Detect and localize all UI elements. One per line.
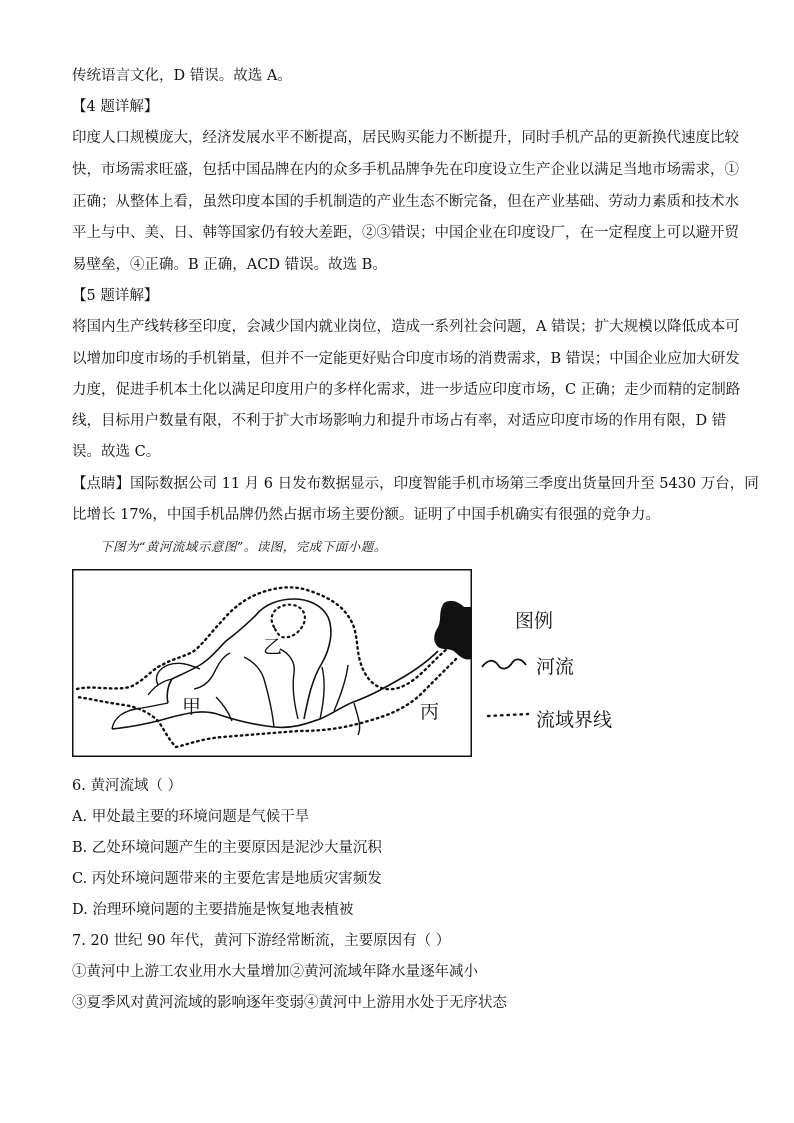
tributary — [280, 649, 298, 719]
section-heading-q5: 【5 题详解】 — [72, 288, 159, 304]
text-line: 平上与中、美、日、韩等国家仍有较大差距，②③错误；中国企业在印度设厂，在一定程度上可以避开贸 — [72, 225, 739, 241]
tributary — [334, 665, 348, 711]
tributary — [244, 657, 274, 727]
sea-area — [434, 601, 471, 660]
question-7-stem: 7. 20 世纪 90 年代，黄河下游经常断流，主要原因有（ ） — [72, 933, 451, 949]
tributary — [194, 653, 230, 689]
main-river — [112, 651, 438, 729]
map-label-bing: 丙 — [420, 701, 440, 723]
map-intro: 下图为“黄河流域示意图”。读图，完成下面小题。 — [100, 539, 387, 554]
statement-line: ①黄河中上游工农业用水大量增加②黄河流域年降水量逐年减小 — [72, 964, 478, 980]
text-line: 力度，促进手机本土化以满足印度用户的多样化需求，进一步适应印度市场，C 正确；走少而精的定制路 — [72, 382, 741, 398]
text-line: 线，目标用户数量有限，不利于扩大市场影响力和提升市场占有率，对适应印度市场的作用有限，D 错 — [72, 413, 727, 429]
river-legend-icon — [480, 651, 528, 675]
text-line: 快，市场需求旺盛，包括中国品牌在内的众多手机品牌争先在印度设立生产企业以满足当地市场需求，① — [72, 162, 739, 178]
option-a: A. 甲处最主要的环境问题是气候干旱 — [72, 809, 310, 825]
text-line: 【点睛】国际数据公司 11 月 6 日发布数据显示，印度智能手机市场第三季度出货量回升至 5430 万台，同 — [72, 476, 759, 492]
map-figure — [72, 569, 472, 757]
text-line: 误。故选 C。 — [72, 444, 161, 460]
yellow-river-map — [72, 569, 472, 757]
text-line: 比增长 17%，中国手机品牌仍然占据市场主要份额。证明了中国手机确实有很强的竞争力。 — [72, 507, 660, 523]
legend-title: 图例 — [515, 610, 554, 632]
section-heading-q4: 【4 题详解】 — [72, 99, 159, 115]
boundary-legend-icon — [486, 708, 530, 722]
statement-line: ③夏季风对黄河流域的影响逐年变弱④黄河中上游用水处于无序状态 — [72, 995, 507, 1011]
question-6-stem: 6. 黄河流域（ ） — [72, 778, 183, 794]
option-c: C. 丙处环境问题带来的主要危害是地质灾害频发 — [72, 871, 382, 887]
map-frame — [73, 570, 472, 757]
basin-boundary — [77, 587, 456, 747]
text-line: 正确；从整体上看，虽然印度本国的手机制造的产业生态不断完备，但在产业基础、劳动力素质和技术水 — [72, 194, 739, 210]
tributary — [320, 667, 324, 719]
map-label-jia: 甲 — [182, 696, 202, 718]
text-line: 以增加印度市场的手机销量，但并不一定能更好贴合印度市场的消费需求，B 错误；中国企业应加大研发 — [72, 351, 740, 367]
map-label-yi: 乙 — [263, 636, 283, 658]
legend-boundary-label: 流域界线 — [536, 709, 613, 731]
text-line: 将国内生产线转移至印度，会减少国内就业岗位，造成一系列社会问题，A 错误；扩大规模以降低成本可 — [72, 319, 740, 335]
text-line: 传统语言文化，D 错误。故选 A。 — [72, 68, 292, 84]
text-line: 印度人口规模庞大，经济发展水平不断提高，居民购买能力不断提升，同时手机产品的更新换代速度比较 — [72, 130, 739, 146]
option-d: D. 治理环境问题的主要措施是恢复地表植被 — [72, 902, 354, 918]
option-b: B. 乙处环境问题产生的主要原因是泥沙大量沉积 — [72, 840, 382, 856]
text-line: 易壁垒，④正确。B 正确，ACD 错误。故选 B。 — [72, 257, 387, 273]
legend-river-label: 河流 — [536, 656, 575, 678]
tributary — [354, 703, 360, 735]
